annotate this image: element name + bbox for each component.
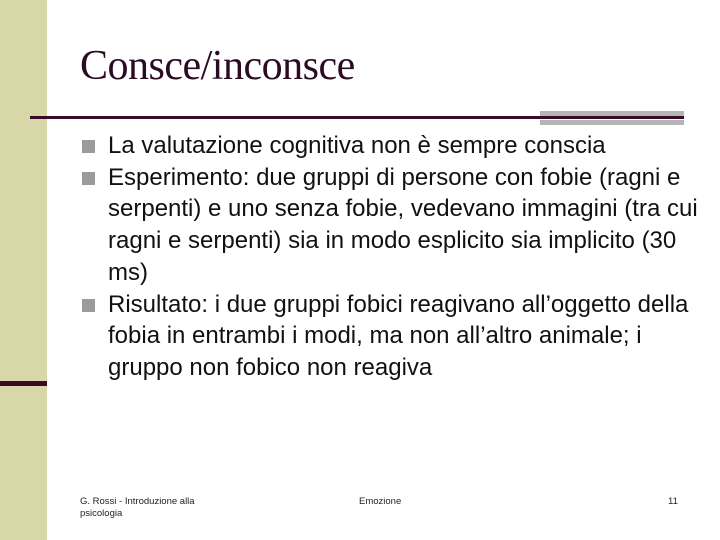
square-bullet-icon <box>82 172 95 185</box>
rule-accent-bottom <box>540 120 684 125</box>
page-number: 11 <box>668 496 678 507</box>
footer-author: G. Rossi - Introduzione alla psicologia <box>80 496 195 519</box>
bullet-item <box>82 130 702 162</box>
bullet-text: La valutazione cognitiva non è sempre conscia <box>108 132 606 159</box>
bullet-text: Risultato: i due gruppi fobici reagivano all’oggetto della fobia in entrambi i modi, ma non all’altro animale; i gruppo non fobico non reagiva <box>108 290 689 381</box>
bullet-item <box>82 162 702 289</box>
bullet-item <box>82 289 702 384</box>
bullet-text: Esperimento: due gruppi di persone con fobie (ragni e serpenti) e uno senza fobie, vedevano immagini (tra cui ragni e serpenti) sia in modo esplicito sia implicito (30 ms) <box>108 163 698 286</box>
square-bullet-icon <box>82 299 95 312</box>
bullet-list <box>82 130 702 384</box>
footer-topic: Emozione <box>359 496 402 507</box>
left-accent-bar <box>0 381 47 386</box>
slide-title: Consce/inconsce <box>80 43 355 89</box>
title-divider <box>30 116 684 119</box>
square-bullet-icon <box>82 140 95 153</box>
left-decorative-band <box>0 0 47 540</box>
